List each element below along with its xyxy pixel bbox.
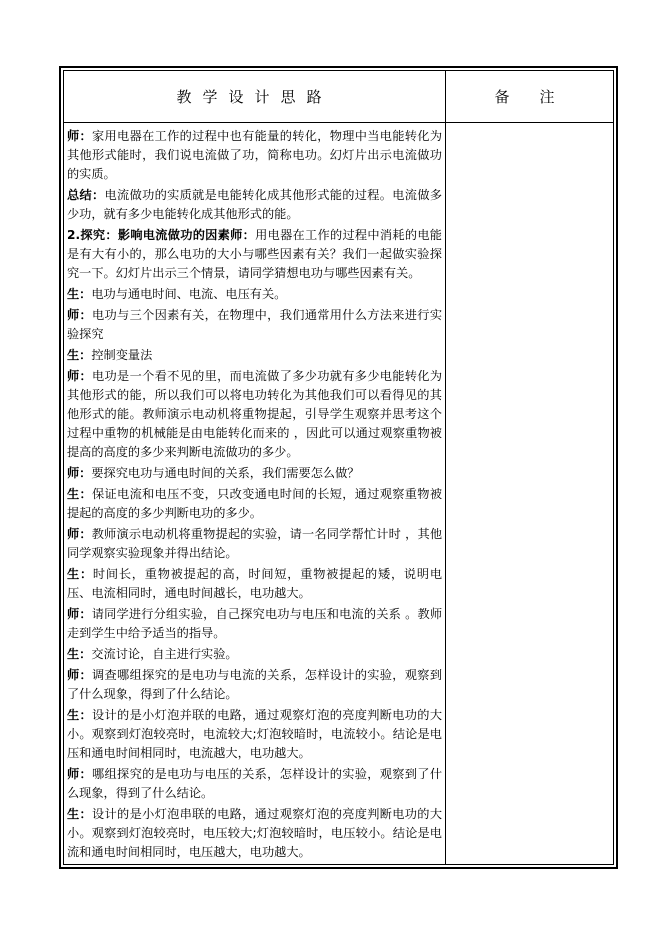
speaker-label: 生： (67, 348, 92, 362)
header-teaching-design: 教学设计思路 (176, 88, 333, 106)
header-divider (64, 122, 613, 123)
paragraph (67, 306, 442, 344)
column-divider (445, 71, 446, 864)
paragraph-text: 电功与三个因素有关，在物理中，我们通常用什么方法来进行实验探究 (67, 308, 443, 341)
paragraph (67, 186, 442, 224)
paragraph-text: 时间长，重物被提起的高，时间短，重物被提起的矮，说明电压、电流相同时，通电时间越长，电功越大。 (67, 567, 443, 600)
paragraph (67, 367, 442, 462)
header-notes: 备注 (494, 88, 585, 106)
paragraph-text: 调查哪组探究的是电功与电流的关系，怎样设计的实验，观察到了什么现象，得到了什么结论。 (67, 668, 443, 701)
paragraph (67, 765, 442, 803)
paragraph (67, 805, 442, 862)
paragraph (67, 525, 442, 563)
paragraph-text: 设计的是小灯泡并联的电路，通过观察灯泡的亮度判断电功的大小。观察到灯泡较亮时，电流较大;灯泡较暗时，电流较小。结论是电压和通电时间相同时，电流越大，电功越大。 (67, 708, 443, 760)
paragraph (67, 666, 442, 704)
paragraph (67, 226, 442, 283)
speaker-label: 师： (67, 607, 92, 621)
speaker-label: 师： (67, 767, 93, 781)
paragraph (67, 285, 442, 304)
speaker-label: 生： (67, 647, 92, 661)
speaker-label: 2.探究：影响电流做功的因素师： (67, 228, 256, 242)
speaker-label: 生： (67, 807, 93, 821)
speaker-label: 生： (67, 708, 93, 722)
paragraph-text: 电功与通电时间、电流、电压有关。 (91, 287, 287, 301)
teaching-content (67, 127, 442, 864)
paragraph-text: 家用电器在工作的过程中也有能量的转化，物理中当电能转化为其他形式能时，我们说电流做了功，简称电功。幻灯片出示电流做功的实质。 (67, 129, 443, 181)
speaker-label: 师： (67, 668, 93, 682)
paragraph (67, 464, 442, 483)
speaker-label: 师： (67, 369, 93, 383)
speaker-label: 生： (67, 287, 92, 301)
paragraph-text: 控制变量法 (91, 348, 153, 362)
paragraph-text: 电功是一个看不见的里，而电流做了多少功就有多少电能转化为其他形式的能，所以我们可以将电功转化为其他我们可以看得见的其他形式的能。教师演示电动机将重物提起，引导学生观察并思考这个过程中重物的机械能是由电能转化而来的 ，因此可以通过观察重物被提高的高度的多少来判断电流做功的多少。 (67, 369, 443, 459)
paragraph (67, 645, 442, 664)
speaker-label: 师： (67, 527, 92, 541)
lesson-plan-table (59, 66, 618, 869)
speaker-label: 师： (67, 129, 93, 143)
speaker-label: 生： (67, 567, 93, 581)
paragraph-text: 用电器在工作的过程中消耗的电能是有大有小的，那么电功的大小与哪些因素有关？我们一起做实验探究一下。幻灯片出示三个情景，请同学猜想电功与哪些因素有关。 (67, 228, 442, 280)
paragraph (67, 127, 442, 184)
paragraph (67, 346, 442, 365)
paragraph-text: 要探究电功与通电时间的关系，我们需要怎么做？ (91, 466, 360, 480)
paragraph (67, 605, 442, 643)
paragraph (67, 565, 442, 603)
paragraph (67, 485, 442, 523)
paragraph-text: 设计的是小灯泡串联的电路，通过观察灯泡的亮度判断电功的大小。观察到灯泡较亮时，电压较大;灯泡较暗时，电压较小。结论是电流和通电时间相同时，电压越大，电功越大。 (67, 807, 443, 859)
speaker-label: 生： (67, 487, 93, 501)
paragraph-text: 交流讨论，自主进行实验。 (91, 647, 238, 661)
paragraph (67, 706, 442, 763)
speaker-label: 总结： (67, 188, 105, 202)
table-inner-border (63, 70, 614, 865)
paragraph-text: 哪组探究的是电功与电压的关系，怎样设计的实验，观察到了什么现象，得到了什么结论。 (67, 767, 443, 800)
paragraph-text: 保证电流和电压不变，只改变通电时间的长短，通过观察重物被提起的高度的多少判断电功的多少。 (67, 487, 443, 520)
speaker-label: 师： (67, 466, 92, 480)
paragraph-text: 请同学进行分组实验，自己探究电功与电压和电流的关系 。教师走到学生中给予适当的指导。 (67, 607, 443, 640)
paragraph-text: 教师演示电动机将重物提起的实验，请一名同学帮忙计时 ，其他同学观察实验现象并得出结论。 (67, 527, 443, 560)
speaker-label: 师： (67, 308, 93, 322)
paragraph-text: 电流做功的实质就是电能转化成其他形式能的过程。电流做多少功，就有多少电能转化成其他形式的能。 (67, 188, 443, 221)
